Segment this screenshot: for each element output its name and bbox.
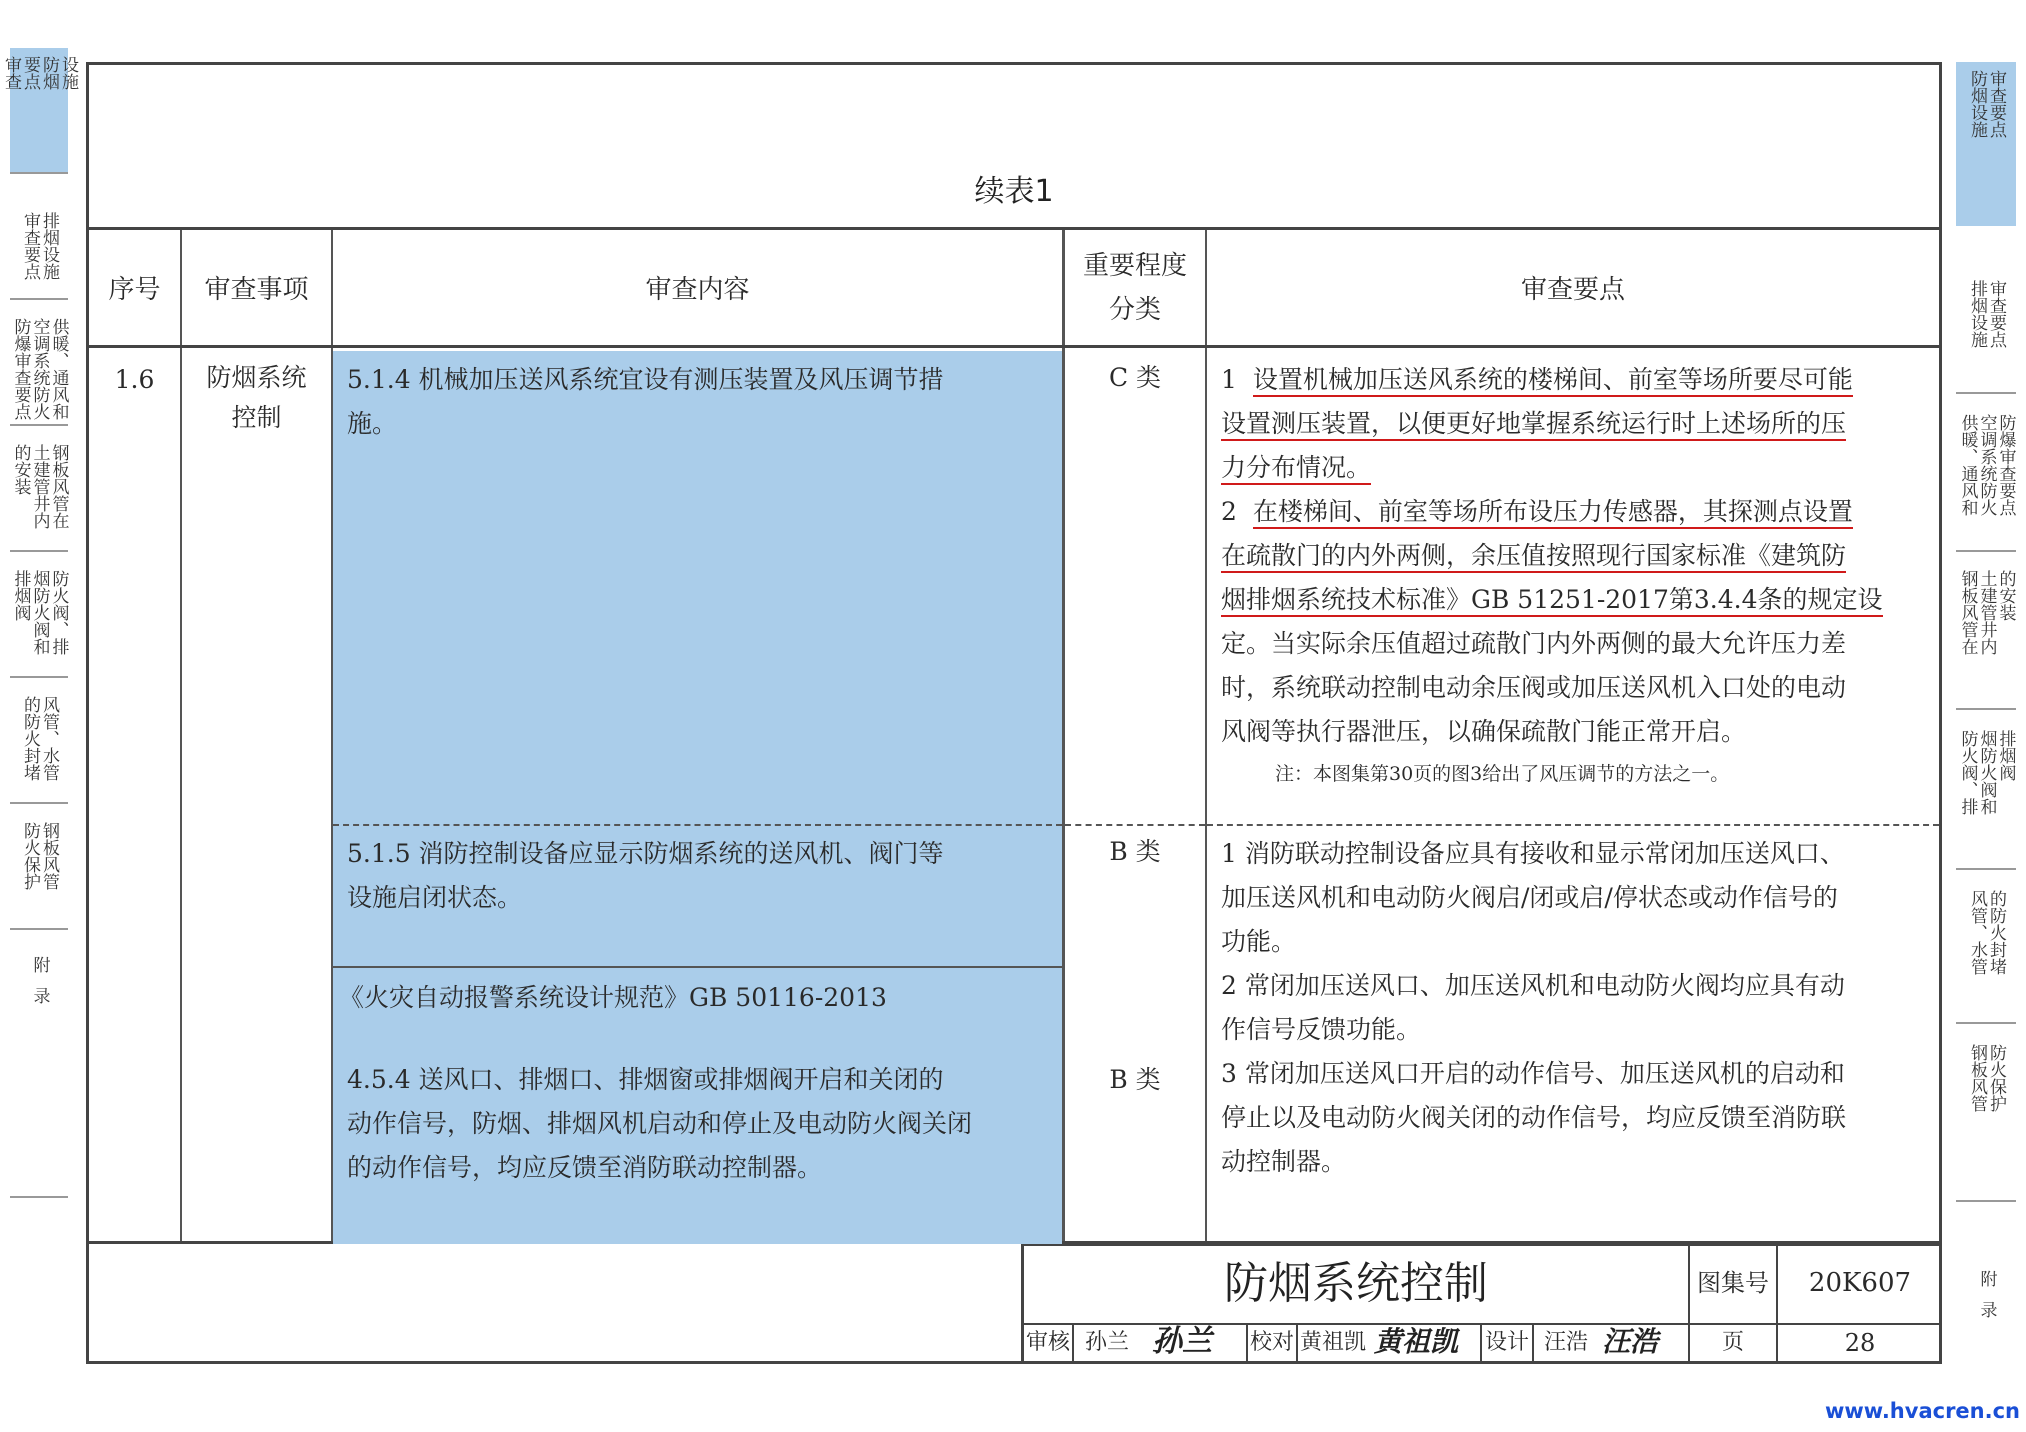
points-1-line: 力分布情况。	[1221, 446, 1931, 490]
left-tab-line: 土建管井内	[29, 444, 50, 529]
left-tab-line: 附录	[29, 956, 50, 1018]
left-tab-smoke-exhaust[interactable]	[10, 204, 68, 304]
tab-divider	[1956, 708, 2016, 710]
right-tab-line: 土建管井内	[1976, 570, 1997, 655]
right-tab-line: 审查要点	[1986, 280, 2006, 348]
content-5-1-4-line1: 5.1.4 机械加压送风系统宜设有测压装置及风压调节措	[347, 365, 944, 394]
right-tab-line: 钢板风管在	[1957, 570, 1978, 655]
right-tab-line: 的防火封堵	[1986, 890, 2006, 975]
left-tab-line: 供暖、通风和	[48, 318, 69, 420]
tab-divider	[10, 1196, 68, 1198]
left-tab-line: 烟防火阀和	[29, 570, 50, 655]
left-tab-line: 要点	[20, 56, 40, 90]
right-tab-line: 排烟阀	[1995, 730, 2016, 781]
left-tab-line: 风管、水管	[39, 696, 59, 781]
designer-name: 汪浩	[1543, 1330, 1588, 1355]
left-tab-line: 空调系统防火	[29, 318, 50, 420]
points-1-note: 注：本图集第30页的图3给出了风压调节的方法之一。	[1275, 763, 1730, 785]
points-2-line: 3 常闭加压送风口开启的动作信号、加压送风机的启动和	[1221, 1059, 1845, 1088]
right-tab-line: 附录	[1976, 1270, 1997, 1332]
atlas-number: 20K607	[1808, 1268, 1912, 1298]
tab-divider	[10, 550, 68, 552]
row-item	[182, 358, 331, 438]
tab-divider	[10, 298, 68, 300]
right-tab-duct-fireproof[interactable]	[1956, 1036, 2016, 1156]
left-tab-line: 的防火封堵	[20, 696, 40, 781]
points-2-line: 停止以及电动防火阀关闭的动作信号，均应反馈至消防联	[1221, 1103, 1847, 1132]
left-tab-line: 钢板风管	[39, 822, 59, 890]
points-1-line: 风阀等执行器泄压，以确保疏散门能正常开启。	[1221, 717, 1747, 746]
points-2-line: 1 消防联动控制设备应具有接收和显示常闭加压送风口、	[1221, 839, 1845, 868]
tab-divider	[10, 172, 68, 174]
points-1-line: 在疏散门的内外两侧，余压值按照现行国家标准《建筑防	[1221, 534, 1931, 578]
right-tab-line: 防火保护	[1986, 1044, 2006, 1112]
left-tab-dampers[interactable]	[10, 562, 68, 682]
tab-divider	[10, 802, 68, 804]
left-tab-line: 审查	[1, 56, 21, 90]
right-tab-line: 钢板风管	[1967, 1044, 1987, 1112]
tab-divider	[10, 928, 68, 930]
right-tab-line: 防爆审查要点	[1995, 414, 2016, 516]
header-importance-line2: 分类	[1108, 294, 1161, 325]
left-tab-line: 钢板风管在	[48, 444, 69, 529]
left-tab-duct-fireproof[interactable]	[10, 814, 68, 914]
left-tab-line: 防烟	[39, 56, 59, 90]
checker-signature: 黄祖凯	[1374, 1325, 1459, 1358]
class-4-5-4: B 类	[1109, 1065, 1161, 1094]
right-tab-line: 烟防火阀和	[1976, 730, 1997, 815]
points-2-line: 功能。	[1221, 927, 1297, 956]
tab-divider	[10, 424, 68, 426]
checker-name: 黄祖凯	[1299, 1330, 1366, 1355]
content-5-1-4	[347, 358, 1057, 446]
reviewer-signature: 孙兰	[1152, 1324, 1212, 1359]
content-5-1-5-line1: 5.1.5 消防控制设备应显示防烟系统的送风机、阀门等	[347, 839, 944, 868]
right-tab-line: 排烟设施	[1967, 280, 1987, 348]
points-1-line: 定。当实际余压值超过疏散门内外两侧的最大允许压力差	[1221, 629, 1847, 658]
right-tab-line: 风管、水管	[1967, 890, 1987, 975]
left-tab-firestop[interactable]	[10, 688, 68, 808]
left-tab-duct-install[interactable]	[10, 436, 68, 556]
left-tab-hvac[interactable]	[10, 310, 68, 430]
header-no: 序号	[108, 275, 161, 305]
right-tab-smoke-exhaust[interactable]	[1956, 272, 2016, 382]
drawing-title: 防烟系统控制	[1224, 1258, 1488, 1309]
content-5-1-5	[347, 832, 1057, 920]
left-tab-line: 防火阀、排	[48, 570, 69, 655]
left-tab-line: 审查要点	[20, 212, 40, 280]
points-1-line: 1 设置机械加压送风系统的楼梯间、前室等场所要尽可能	[1221, 358, 1931, 402]
points-2-line: 2 常闭加压送风口、加压送风机和电动防火阀均应具有动	[1221, 971, 1845, 1000]
right-tab-line: 防火阀、排	[1957, 730, 1978, 815]
right-tab-appendix[interactable]	[1956, 1262, 2016, 1342]
content-4-5-4-line2: 动作信号，防烟、排烟风机启动和停止及电动防火阀关闭	[347, 1109, 973, 1138]
right-tab-dampers[interactable]	[1956, 722, 2016, 852]
watermark: www.hvacren.cn	[1824, 1399, 2020, 1423]
left-tab-line: 防火保护	[20, 822, 40, 890]
right-tab-duct-install[interactable]	[1956, 562, 2016, 692]
left-tab-line: 排烟设施	[39, 212, 59, 280]
review-label: 审核	[1025, 1330, 1070, 1355]
points-2-line: 作信号反馈功能。	[1221, 1015, 1422, 1044]
right-tab-line: 防烟设施	[1967, 70, 1987, 138]
left-tab-line: 的安装	[10, 444, 31, 495]
class-5-1-4: C 类	[1108, 363, 1162, 392]
left-side-tabs	[1, 48, 78, 1058]
points-1-line: 时，系统联动控制电动余压阀或加压送风机入口处的电动	[1221, 673, 1847, 702]
points-1	[1221, 358, 1931, 794]
right-tab-line: 的安装	[1995, 570, 2016, 621]
table-title: 续表1	[974, 174, 1054, 209]
header-importance	[1065, 230, 1205, 345]
content-4-5-4-line3: 的动作信号，均应反馈至消防联动控制器。	[347, 1153, 823, 1182]
points-2-line: 动控制器。	[1221, 1147, 1347, 1176]
left-tab-line: 设施	[58, 56, 78, 90]
check-label: 校对	[1249, 1330, 1294, 1355]
points-1-line: 烟排烟系统技术标准》GB 51251-2017第3.4.4条的规定设	[1221, 578, 1931, 622]
tab-divider	[1956, 868, 2016, 870]
left-tab-appendix[interactable]	[10, 948, 68, 1028]
tab-divider	[1956, 392, 2016, 394]
left-tab-smoke-prevention[interactable]	[1, 48, 78, 172]
points-2	[1221, 832, 1931, 1184]
design-label: 设计	[1484, 1330, 1529, 1355]
header-content: 审查内容	[645, 275, 750, 305]
points-1-line: 2 在楼梯间、前室等场所布设压力传感器，其探测点设置	[1221, 490, 1931, 534]
right-tab-line: 空调系统防火	[1976, 414, 1997, 516]
title-block	[1021, 1244, 1939, 1361]
page-number: 28	[1844, 1329, 1876, 1357]
points-2-line: 加压送风机和电动防火阀启/闭或启/停状态或动作信号的	[1221, 883, 1838, 912]
right-side-tabs	[1956, 62, 2016, 1062]
right-tab-line: 供暖、通风和	[1957, 414, 1978, 516]
tab-divider	[10, 676, 68, 678]
left-tab-line: 排烟阀	[10, 570, 31, 621]
right-tab-smoke-prevention[interactable]	[1956, 62, 2016, 226]
content-5-1-5-line2: 设施启闭状态。	[347, 883, 523, 912]
right-tab-hvac[interactable]	[1956, 406, 2016, 536]
header-points: 审查要点	[1520, 275, 1625, 305]
class-5-1-5: B 类	[1109, 837, 1161, 866]
row-item-line1: 防烟系统	[206, 363, 307, 392]
row-item-line2: 控制	[231, 403, 282, 432]
designer-signature: 汪浩	[1602, 1325, 1659, 1358]
atlas-label: 图集号	[1697, 1269, 1769, 1297]
content-gb50116	[339, 976, 1057, 1190]
tab-divider	[1956, 550, 2016, 552]
content-4-5-4-line1: 4.5.4 送风口、排烟口、排烟窗或排烟阀开启和关闭的	[347, 1065, 944, 1094]
header-importance-line1: 重要程度	[1082, 250, 1187, 281]
content-5-1-4-line2: 施。	[347, 409, 398, 438]
tab-divider	[1956, 1022, 2016, 1024]
row-no: 1.6	[114, 365, 155, 394]
tab-divider	[1956, 1200, 2016, 1202]
points-1-line: 设置测压装置，以便更好地掌握系统运行时上述场所的压	[1221, 402, 1931, 446]
left-tab-line: 防爆审查要点	[10, 318, 31, 420]
content-gb50116-std: 《火灾自动报警系统设计规范》GB 50116-2013	[339, 983, 887, 1012]
table	[89, 227, 1939, 1244]
right-tab-line: 审查要点	[1986, 70, 2006, 138]
right-tab-firestop[interactable]	[1956, 882, 2016, 1002]
page-label: 页	[1721, 1330, 1744, 1355]
header-item: 审查事项	[204, 275, 309, 305]
reviewer-name: 孙兰	[1084, 1330, 1129, 1355]
